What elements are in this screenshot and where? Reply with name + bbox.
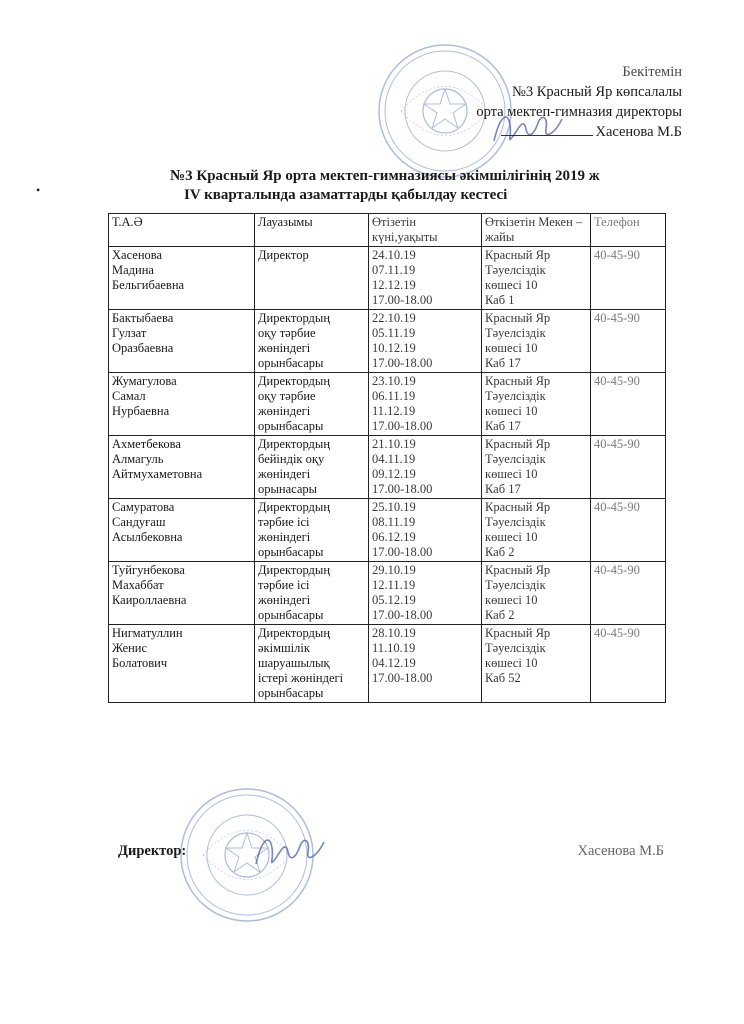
cell-address-line: көшесі 10 xyxy=(485,593,538,607)
cell-address-line: Тәуелсіздік xyxy=(485,389,546,403)
cell-name-line: Жумагулова xyxy=(112,374,177,388)
cell-dates-line: 11.12.19 xyxy=(372,404,416,418)
cell-dates-line: 12.12.19 xyxy=(372,278,416,292)
cell-dates-line: 29.10.19 xyxy=(372,563,416,577)
cell-dates-line: 17.00-18.00 xyxy=(372,356,433,370)
cell-name-line: Асылбековна xyxy=(112,530,183,544)
signature-line xyxy=(501,135,593,136)
cell-position-line: тәрбие ісі xyxy=(258,515,310,529)
cell-dates-line: 24.10.19 xyxy=(372,248,416,262)
header-dates: Өтізетін күні,уақыты xyxy=(369,214,482,247)
cell-dates-line: 17.00-18.00 xyxy=(372,671,433,685)
cell-address xyxy=(482,310,591,373)
cell-position-line: орынбасары xyxy=(258,356,324,370)
cell-dates-line: 28.10.19 xyxy=(372,626,416,640)
cell-name xyxy=(109,499,255,562)
table-row xyxy=(109,373,666,436)
cell-name-line: Бактыбаева xyxy=(112,311,174,325)
cell-address-line: Тәуелсіздік xyxy=(485,452,546,466)
cell-address-line: Красный Яр xyxy=(485,248,551,262)
cell-position-line: Директордың xyxy=(258,374,331,388)
table-row xyxy=(109,625,666,703)
cell-name xyxy=(109,247,255,310)
cell-position-line: Директордың xyxy=(258,437,331,451)
cell-position xyxy=(255,499,369,562)
cell-address-line: Красный Яр xyxy=(485,626,551,640)
cell-name-line: Алмагуль xyxy=(112,452,164,466)
cell-dates-line: 04.11.19 xyxy=(372,452,416,466)
cell-address-line: көшесі 10 xyxy=(485,656,538,670)
approval-title: Бекітемін xyxy=(622,64,682,80)
table-row xyxy=(109,562,666,625)
cell-address-line: Красный Яр xyxy=(485,311,551,325)
table-row xyxy=(109,499,666,562)
cell-position xyxy=(255,247,369,310)
cell-dates-line: 25.10.19 xyxy=(372,500,416,514)
cell-address xyxy=(482,499,591,562)
cell-position-line: оқу тәрбие xyxy=(258,389,316,403)
cell-position xyxy=(255,373,369,436)
cell-position-line: бейіндік оқу xyxy=(258,452,325,466)
cell-position-line: жөніндегі xyxy=(258,593,311,607)
approval-signatory xyxy=(476,122,682,142)
cell-name-line: Ахметбекова xyxy=(112,437,181,451)
cell-position-line: Директордың xyxy=(258,563,331,577)
cell-address xyxy=(482,625,591,703)
cell-dates-line: 21.10.19 xyxy=(372,437,416,451)
cell-dates xyxy=(369,373,482,436)
table-row xyxy=(109,310,666,373)
cell-name xyxy=(109,436,255,499)
cell-position-line: шаруашылық xyxy=(258,656,330,670)
cell-phone: 40-45-90 xyxy=(591,310,666,373)
cell-name-line: Нурбаевна xyxy=(112,404,170,418)
cell-position-line: жөніндегі xyxy=(258,467,311,481)
table-header-row xyxy=(109,214,666,247)
cell-address-line: Каб 52 xyxy=(485,671,521,685)
cell-position xyxy=(255,562,369,625)
cell-dates-line: 17.00-18.00 xyxy=(372,482,433,496)
cell-position-line: орынбасары xyxy=(258,686,324,700)
cell-dates-line: 12.11.19 xyxy=(372,578,416,592)
cell-position xyxy=(255,436,369,499)
cell-dates xyxy=(369,310,482,373)
cell-dates-line: 22.10.19 xyxy=(372,311,416,325)
cell-address xyxy=(482,436,591,499)
cell-address-line: Тәуелсіздік xyxy=(485,263,546,277)
cell-address xyxy=(482,562,591,625)
director-name: Хасенова М.Б xyxy=(577,843,664,859)
cell-position-line: орынбасары xyxy=(258,545,324,559)
cell-dates xyxy=(369,499,482,562)
cell-name-line: Махаббат xyxy=(112,578,164,592)
cell-position-line: әкімшілік xyxy=(258,641,310,655)
cell-phone: 40-45-90 xyxy=(591,373,666,436)
cell-address-line: көшесі 10 xyxy=(485,404,538,418)
cell-dates-line: 17.00-18.00 xyxy=(372,293,433,307)
cell-dates-line: 06.11.19 xyxy=(372,389,416,403)
header-phone: Телефон xyxy=(591,214,666,247)
header-position: Лауазымы xyxy=(255,214,369,247)
approval-position: орта мектеп-гимназия директоры xyxy=(476,104,682,120)
cell-address xyxy=(482,373,591,436)
table-row xyxy=(109,436,666,499)
cell-phone: 40-45-90 xyxy=(591,436,666,499)
cell-address-line: Каб 2 xyxy=(485,545,515,559)
cell-dates-line: 08.11.19 xyxy=(372,515,416,529)
approval-school: №3 Красный Яр көпсалалы xyxy=(512,84,682,100)
cell-dates-line: 23.10.19 xyxy=(372,374,416,388)
cell-name-line: Оразбаевна xyxy=(112,341,174,355)
cell-address-line: Каб 17 xyxy=(485,356,521,370)
table-row xyxy=(109,247,666,310)
cell-dates-line: 06.12.19 xyxy=(372,530,416,544)
cell-address-line: көшесі 10 xyxy=(485,467,538,481)
cell-dates-line: 17.00-18.00 xyxy=(372,419,433,433)
cell-position-line: орынбасары xyxy=(258,419,324,433)
cell-position xyxy=(255,625,369,703)
cell-name-line: Самал xyxy=(112,389,146,403)
cell-phone: 40-45-90 xyxy=(591,247,666,310)
cell-dates-line: 05.11.19 xyxy=(372,326,416,340)
cell-position-line: жөніндегі xyxy=(258,530,311,544)
cell-position-line: Директордың xyxy=(258,500,331,514)
approval-block xyxy=(476,62,682,142)
cell-position-line: Директордың xyxy=(258,626,331,640)
cell-name-line: Болатович xyxy=(112,656,168,670)
cell-name-line: Бельгибаевна xyxy=(112,278,185,292)
cell-address-line: Каб 2 xyxy=(485,608,515,622)
cell-address-line: Каб 1 xyxy=(485,293,515,307)
cell-position-line: Директордың xyxy=(258,311,331,325)
cell-position-line: оқу тәрбие xyxy=(258,326,316,340)
cell-position-line: жөніндегі xyxy=(258,404,311,418)
cell-address-line: Красный Яр xyxy=(485,500,551,514)
cell-dates xyxy=(369,562,482,625)
cell-address-line: Каб 17 xyxy=(485,482,521,496)
cell-address-line: Каб 17 xyxy=(485,419,521,433)
cell-name-line: Самуратова xyxy=(112,500,175,514)
title-line-2: IV кварталында азаматтарды қабылдау кестесі xyxy=(184,187,508,203)
cell-position-line: істері жөніндегі xyxy=(258,671,344,685)
cell-phone: 40-45-90 xyxy=(591,625,666,703)
cell-name xyxy=(109,625,255,703)
cell-dates-line: 17.00-18.00 xyxy=(372,545,433,559)
cell-dates-line: 05.12.19 xyxy=(372,593,416,607)
schedule-table xyxy=(108,213,666,703)
cell-address-line: көшесі 10 xyxy=(485,341,538,355)
cell-name-line: Туйгунбекова xyxy=(112,563,185,577)
cell-address-line: Тәуелсіздік xyxy=(485,515,546,529)
cell-name-line: Сандуғаш xyxy=(112,515,166,529)
cell-name-line: Каироллаевна xyxy=(112,593,187,607)
cell-name-line: Мадина xyxy=(112,263,154,277)
cell-name-line: Женис xyxy=(112,641,148,655)
cell-name-line: Хасенова xyxy=(112,248,163,262)
cell-dates-line: 10.12.19 xyxy=(372,341,416,355)
cell-phone: 40-45-90 xyxy=(591,499,666,562)
cell-position xyxy=(255,310,369,373)
cell-dates-line: 11.10.19 xyxy=(372,641,416,655)
header-address: Өткізетін Мекен –жайы xyxy=(482,214,591,247)
cell-dates xyxy=(369,436,482,499)
cell-name-line: Айтмухаметовна xyxy=(112,467,203,481)
cell-name-line: Нигматуллин xyxy=(112,626,183,640)
cell-position-line: тәрбие ісі xyxy=(258,578,310,592)
cell-phone: 40-45-90 xyxy=(591,562,666,625)
cell-dates-line: 04.12.19 xyxy=(372,656,416,670)
signature-bottom xyxy=(250,828,330,873)
cell-position-line: орынбасары xyxy=(258,608,324,622)
bullet-dot: • xyxy=(36,183,41,197)
cell-name xyxy=(109,373,255,436)
cell-dates xyxy=(369,625,482,703)
cell-address-line: Красный Яр xyxy=(485,563,551,577)
cell-dates xyxy=(369,247,482,310)
cell-address-line: Красный Яр xyxy=(485,437,551,451)
document-title xyxy=(170,167,730,205)
cell-dates-line: 17.00-18.00 xyxy=(372,608,433,622)
header-name: Т.А.Ә xyxy=(109,214,255,247)
cell-address-line: көшесі 10 xyxy=(485,530,538,544)
cell-name xyxy=(109,562,255,625)
director-label: Директор: xyxy=(118,843,187,859)
title-line-1: №3 Красный Яр орта мектеп-гимназиясы әкімшілігінің 2019 ж xyxy=(170,168,600,184)
cell-dates-line: 09.12.19 xyxy=(372,467,416,481)
cell-address-line: Тәуелсіздік xyxy=(485,326,546,340)
cell-address-line: көшесі 10 xyxy=(485,278,538,292)
cell-position-line: орынасары xyxy=(258,482,318,496)
cell-address-line: Тәуелсіздік xyxy=(485,641,546,655)
cell-position-line: жөніндегі xyxy=(258,341,311,355)
cell-position-line: Директор xyxy=(258,248,309,262)
cell-dates-line: 07.11.19 xyxy=(372,263,416,277)
cell-name xyxy=(109,310,255,373)
cell-address xyxy=(482,247,591,310)
approval-name: Хасенова М.Б xyxy=(595,124,682,140)
cell-address-line: Тәуелсіздік xyxy=(485,578,546,592)
cell-name-line: Гулзат xyxy=(112,326,147,340)
cell-address-line: Красный Яр xyxy=(485,374,551,388)
